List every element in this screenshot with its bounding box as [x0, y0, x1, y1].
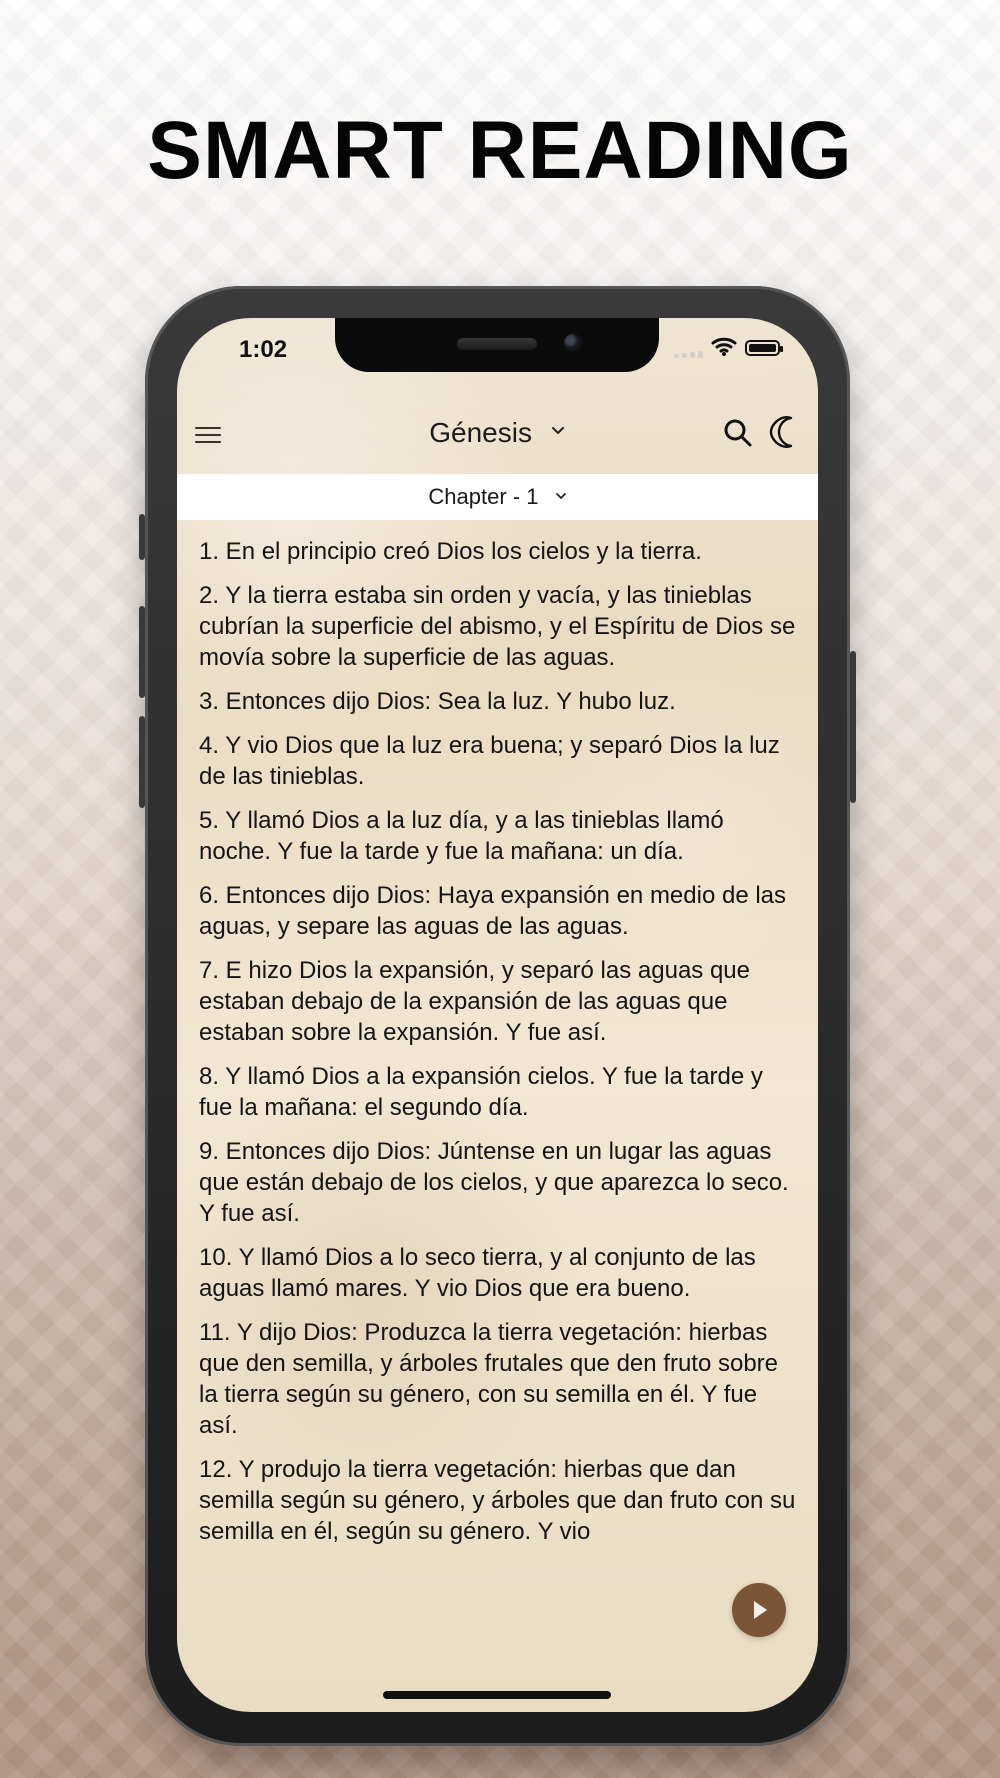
verse-text: 10. Y llamó Dios a lo seco tierra, y al conjunto de las aguas llamó mares. Y vio Dios que era bueno.	[199, 1244, 756, 1302]
verse-text: 1. En el principio creó Dios los cielos y la tierra.	[199, 538, 702, 565]
verse-text: 11. Y dijo Dios: Produzca la tierra vegetación: hierbas que den semilla, y árboles frutales que den fruto sobre la tierra según su género, con su semilla en él. Y fue así.	[199, 1319, 779, 1439]
play-icon	[750, 1598, 770, 1622]
search-button[interactable]	[721, 416, 755, 450]
volume-down-button	[139, 716, 145, 808]
search-icon	[721, 416, 755, 450]
status-bar	[177, 318, 818, 396]
app-header	[177, 400, 818, 480]
chapter-label: Chapter - 1	[428, 484, 539, 509]
app-screen	[177, 318, 818, 1712]
phone-frame	[145, 286, 850, 1746]
verse-text: 4. Y vio Dios que la luz era buena; y separó Dios la luz de las tinieblas.	[199, 732, 780, 790]
chevron-down-icon	[555, 482, 567, 494]
verse-text: 2. Y la tierra estaba sin orden y vacía, y las tinieblas cubrían la superficie del abismo, y el Espíritu de Dios se movía sobre la superficie de las aguas.	[199, 582, 796, 671]
signal-icon	[674, 350, 704, 358]
power-button	[850, 651, 856, 803]
silent-switch	[139, 514, 145, 560]
verse-text: 12. Y produjo la tierra vegetación: hierbas que dan semilla según su género, y árboles que dan fruto con su semilla en él, según su género. Y vio	[199, 1456, 796, 1545]
chevron-down-icon	[550, 414, 566, 430]
home-indicator	[383, 1691, 611, 1699]
wifi-svg	[710, 335, 738, 357]
verse-list	[199, 536, 799, 1712]
verse-text: 3. Entonces dijo Dios: Sea la luz. Y hubo luz.	[199, 688, 676, 715]
status-time: 1:02	[239, 336, 288, 363]
theme-toggle-button[interactable]	[768, 414, 802, 450]
battery-icon	[745, 340, 780, 356]
wifi-icon	[710, 335, 738, 357]
headline: SMART READING	[147, 105, 853, 196]
verse-text: 5. Y llamó Dios a la luz día, y a las tinieblas llamó noche. Y fue la tarde y fue la mañana: un día.	[199, 807, 724, 865]
verse-text: 7. E hizo Dios la expansión, y separó las aguas que estaban debajo de la expansión de las aguas que estaban sobre la expansión. Y fue así.	[199, 957, 751, 1046]
book-title: Génesis	[429, 417, 532, 448]
verse-text: 6. Entonces dijo Dios: Haya expansión en medio de las aguas, y separe las aguas de las aguas.	[199, 882, 787, 940]
moon-icon	[768, 414, 802, 450]
volume-up-button	[139, 606, 145, 698]
chapter-selector[interactable]	[177, 482, 818, 510]
verse-text: 9. Entonces dijo Dios: Júntense en un lugar las aguas que están debajo de los cielos, y que aparezca lo seco. Y fue así.	[199, 1138, 789, 1227]
play-button[interactable]	[732, 1583, 786, 1637]
chapter-bar	[177, 474, 818, 520]
verse-text: 8. Y llamó Dios a la expansión cielos. Y fue la tarde y fue la mañana: el segundo día.	[199, 1063, 763, 1121]
